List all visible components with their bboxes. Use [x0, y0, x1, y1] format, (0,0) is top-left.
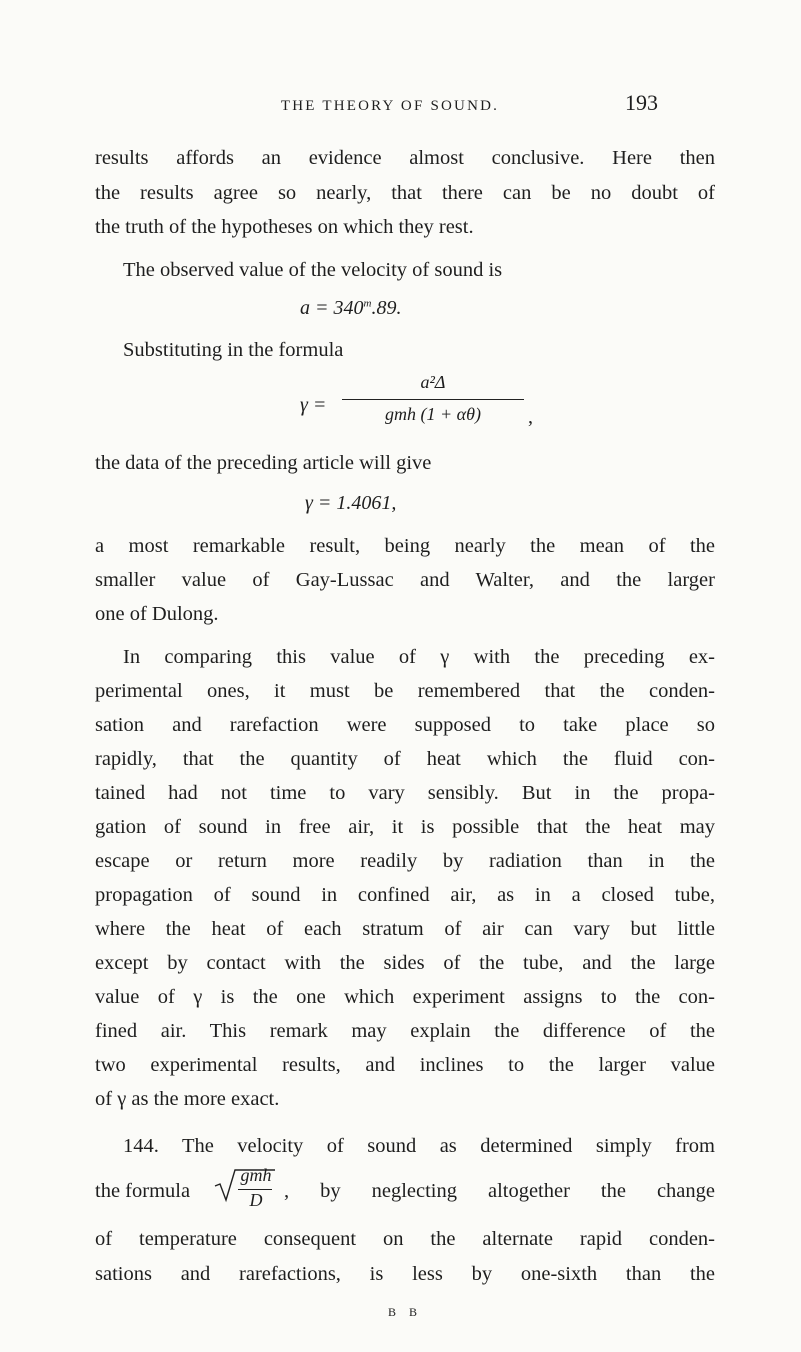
- velocity-equation: $a = 340^m.89$.: [300, 297, 402, 319]
- text-line: where the heat of each stratum of air can vary but little: [95, 918, 715, 940]
- text-line: one of Dulong.: [95, 603, 219, 625]
- page-number: 193: [625, 90, 658, 115]
- text-line: fined air. This remark may explain the difference of the: [95, 1020, 715, 1042]
- running-title: THE THEORY OF SOUND.: [280, 98, 500, 114]
- gamma-comma: ,: [528, 406, 533, 428]
- signature-mark: B B: [388, 1305, 423, 1319]
- text-line: the truth of the hypotheses on which they rest.: [95, 216, 474, 238]
- radical-denominator: D: [249, 1190, 263, 1210]
- text-line: results affords an evidence almost conclusive. Here then: [95, 147, 715, 169]
- text-line: the formula: [95, 1180, 191, 1202]
- fraction-bar: [342, 399, 524, 400]
- gamma-result: γ = 1.4061,: [305, 492, 397, 514]
- gamma-numerator: a²Δ: [420, 372, 446, 392]
- text-line: , by neglecting altogether the change: [284, 1180, 715, 1202]
- text-line: of temperature consequent on the alternate rapid conden-: [95, 1228, 715, 1250]
- text-line: value of γ is the one which experiment assigns to the con-: [95, 986, 715, 1008]
- text-line: escape or return more readily by radiation than in the: [95, 850, 715, 872]
- text-line: In comparing this value of γ with the preceding ex-: [123, 646, 715, 668]
- text-line: tained had not time to vary sensibly. But in the propa-: [95, 782, 715, 804]
- text-line: The observed value of the velocity of sound is: [123, 259, 503, 281]
- text-line: rapidly, that the quantity of heat which the fluid con-: [95, 748, 715, 770]
- gamma-denominator: gmh (1 + αθ): [385, 404, 481, 424]
- text-line: perimental ones, it must be remembered that the conden-: [95, 680, 715, 702]
- text-line: of γ as the more exact.: [95, 1088, 280, 1110]
- text-line: except by contact with the sides of the tube, and the large: [95, 952, 715, 974]
- radical-numerator: gmh: [240, 1165, 272, 1185]
- text-line: the results agree so nearly, that there can be no doubt of: [95, 182, 715, 204]
- text-line: a most remarkable result, being nearly the mean of the: [95, 535, 715, 557]
- text-line: propagation of sound in confined air, as in a closed tube,: [95, 884, 715, 906]
- text-line: sation and rarefaction were supposed to take place so: [95, 714, 715, 736]
- gamma-lhs: γ =: [300, 394, 327, 416]
- text-line: gation of sound in free air, it is possible that the heat may: [95, 816, 715, 838]
- text-line: Substituting in the formula: [123, 339, 344, 361]
- text-line: 144. The velocity of sound as determined simply from: [123, 1135, 715, 1157]
- text-line: the data of the preceding article will give: [95, 452, 432, 474]
- text-line: smaller value of Gay-Lussac and Walter, and the larger: [95, 569, 715, 591]
- text-line: two experimental results, and inclines to the larger value: [95, 1054, 715, 1076]
- text-line: sations and rarefactions, is less by one-sixth than the: [95, 1263, 715, 1285]
